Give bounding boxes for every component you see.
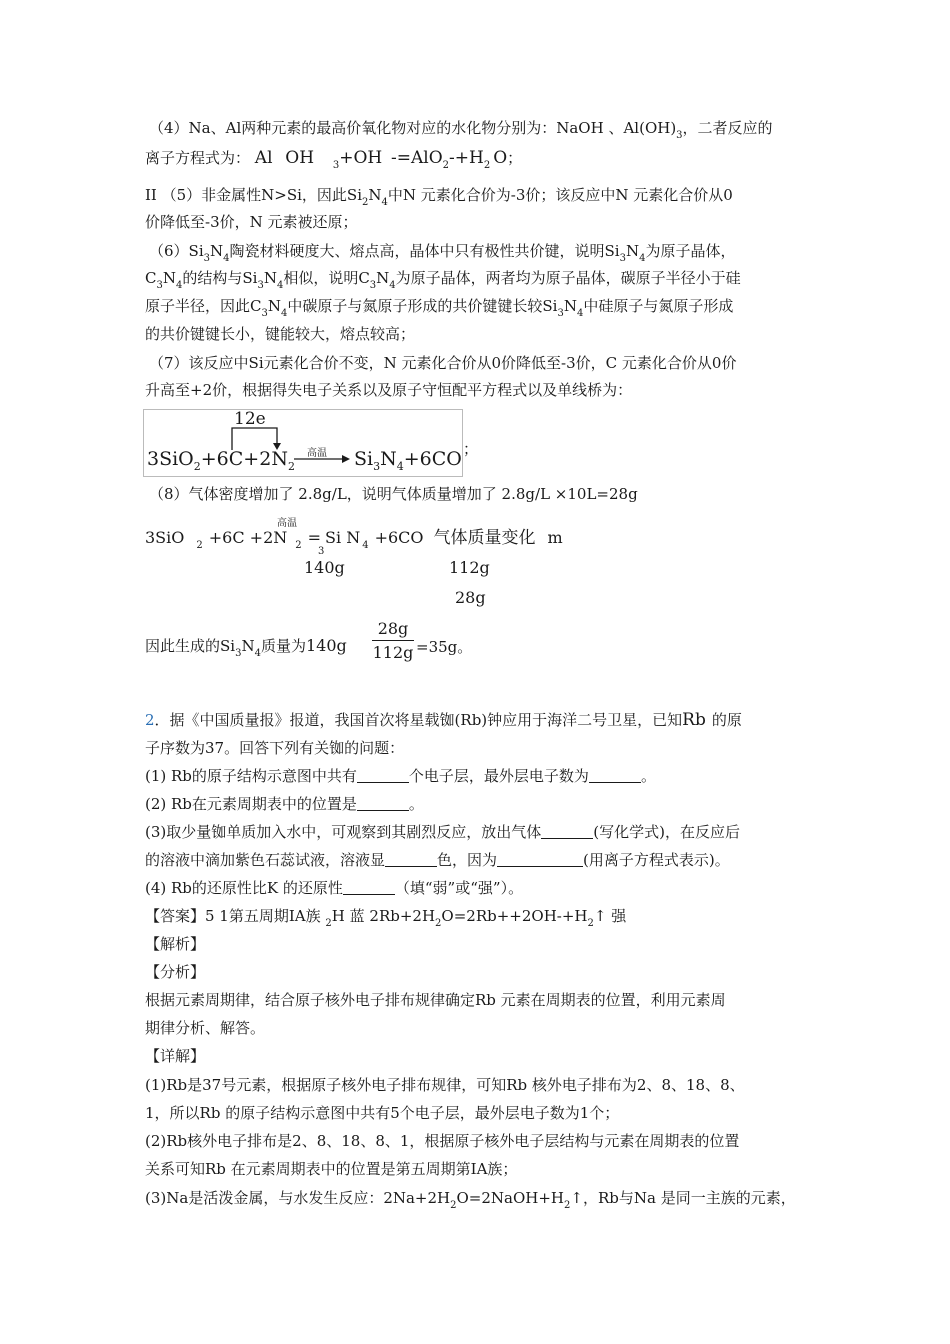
answer-blank[interactable] — [589, 768, 641, 783]
subscript: 2 — [587, 918, 594, 929]
text: N — [376, 269, 390, 287]
paragraph-7-line-2: 升高至+2价，根据得失电子关系以及原子守恒配平方程式以及单线桥为： — [145, 381, 633, 399]
text: II （5）非金属性N>Si，因此Si — [145, 186, 363, 204]
text: H — [331, 907, 345, 925]
question-2-sub-3-line-2 — [145, 850, 730, 870]
paragraph-4-line-2 — [145, 148, 522, 176]
condition-label-2: 高温 — [277, 518, 297, 529]
text: (写化学式)，在反应后 — [593, 823, 740, 841]
subscript: 3 — [332, 160, 340, 171]
text: （填“弱”或“强”）。 — [394, 879, 524, 897]
text: (3)取少量铷单质加入水中，可观察到其剧烈反应，放出气体 — [145, 823, 542, 841]
text: ↑，Rb与Na 是同一主族的元素， — [570, 1189, 796, 1207]
text: C — [145, 269, 157, 287]
answer-blank[interactable] — [497, 852, 583, 867]
equation-part: lO — [423, 148, 443, 168]
text: 原子半径，因此C — [145, 297, 262, 315]
text: ．据《中国质量报》报道，我国首次将星载铷(Rb)钟应用于海洋二号卫星，已知 — [154, 711, 683, 729]
text: ↑ 强 — [593, 907, 627, 925]
fraction-denominator: 112g — [372, 643, 414, 662]
text: +6CO — [403, 448, 462, 470]
mass-value-1: 140g — [304, 558, 345, 577]
text: N — [241, 637, 255, 655]
text: m — [547, 528, 563, 547]
text: +6CO — [374, 528, 424, 547]
conclusion-line: 因此生成的$Si_3N_4$质量为140g — [145, 636, 347, 659]
text: N — [162, 269, 176, 287]
equation-text — [147, 448, 295, 473]
detail-3-line-1 — [145, 1188, 796, 1216]
text: N — [263, 269, 277, 287]
text: 因此生成的Si — [145, 637, 236, 655]
text: 的结构与Si — [182, 269, 258, 287]
text: 3SiO — [147, 448, 194, 470]
text: (用离子方程式表示)。 — [583, 851, 730, 869]
equation-part: +OH — [339, 148, 383, 168]
equation-products — [354, 448, 462, 473]
detail-2-line-2: 关系可知Rb 在元素周期表中的位置是第五周期第ⅠA族； — [145, 1160, 518, 1178]
fraction-numerator: 28g — [377, 619, 409, 638]
text: 为原子晶体， — [645, 242, 736, 260]
detail-1-line-1: (1)Rb是37号元素，根据原子核外电子排布规律，可知Rb 核外电子排布为2、8、18、8、 — [145, 1076, 745, 1094]
paragraph-7-line-1: （7）该反应中Si元素化合价不变，N 元素化合价从0价降低至-3价，C 元素化合价从0价 — [149, 354, 737, 372]
analysis-heading: 【解析】 — [145, 935, 206, 953]
text: （6）Si — [149, 242, 204, 260]
subscript: 2 — [442, 160, 450, 171]
text: (3)Na是活泼金属，与水发生反应：2Na+2H — [145, 1189, 451, 1207]
text: 气体质量变化 — [433, 528, 536, 548]
mass-value-3: 28g — [455, 588, 486, 607]
equation-part: -=A — [391, 148, 424, 168]
text: （4）Na、Al两种元素的最高价氧化物对应的水化物分别为：NaOH 、Al(OH) — [149, 119, 677, 137]
text: N — [563, 297, 577, 315]
subscript: 2 — [295, 540, 302, 551]
semicolon: ； — [463, 440, 479, 458]
question-2-sub-2 — [145, 794, 424, 814]
text: 个电子层，最外层电子数为 — [408, 767, 589, 785]
question-number: 2 — [145, 711, 155, 729]
subscript: 2 — [325, 918, 332, 929]
text: -+H — [556, 907, 588, 925]
text: +6C+2N — [200, 448, 288, 470]
text: (4) Rb的还原性比K 的还原性 — [145, 879, 343, 897]
text: N — [380, 448, 397, 470]
subscript: 2 — [287, 460, 295, 473]
paragraph-6-line-4: 的共价键键长小，键能较大，熔点较高； — [145, 325, 416, 343]
text: 的原 — [711, 711, 742, 729]
equation-part: Al — [254, 148, 273, 168]
text: ++2OH — [496, 907, 557, 925]
text: 中碳原子与氮原子形成的共价键键长较Si — [287, 297, 558, 315]
fraction — [372, 619, 414, 662]
subscript: 3 — [676, 130, 683, 141]
text: O=2Rb — [441, 907, 497, 925]
equation-part: -+H — [449, 148, 484, 168]
text: 相似，说明C — [283, 269, 370, 287]
answer-blank[interactable] — [343, 880, 395, 895]
text: 中硅原子与氮原子形成 — [583, 297, 734, 315]
text: 质量为 — [260, 637, 306, 655]
text: 陶瓷材料硬度大、熔点高，晶体中只有极性共价键，说明Si — [229, 242, 620, 260]
text: 。 — [640, 767, 656, 785]
subscript: 2 — [564, 1200, 571, 1211]
mass-value-2: 112g — [449, 558, 490, 577]
subscript-3: 3 — [318, 546, 325, 557]
subscript: 2 — [193, 460, 201, 473]
subscript: 2 — [483, 160, 491, 171]
answer-line — [145, 906, 626, 934]
text: 140g — [305, 636, 347, 655]
text: 蓝 2Rb+2H — [344, 907, 436, 925]
text: N — [368, 186, 382, 204]
answer-blank[interactable] — [357, 768, 409, 783]
paragraph-5-line-1: II （5）非金属性N>Si，因此$Si_2N_4$中N 元素化合价为-3价；该反应中N 元素化合价从0 — [145, 186, 733, 208]
text: ，二者反应的 — [682, 119, 773, 137]
text: 3SiO — [145, 528, 185, 547]
paragraph-5-line-2: 价降低至-3价，N 元素被还原； — [145, 213, 358, 231]
subscript: 2 — [435, 918, 442, 929]
subscript: 3 — [373, 460, 381, 473]
equation-part: O — [493, 148, 508, 168]
text: 为原子晶体，两者均为原子晶体，碳原子半径小于硅 — [395, 269, 741, 287]
fenxi-heading: 【分析】 — [145, 963, 206, 981]
subscript: 4 — [396, 460, 404, 473]
text: ； — [507, 149, 523, 167]
fenxi-line-2: 期律分析、解答。 — [145, 1019, 266, 1037]
subscript: 2 — [450, 1200, 457, 1211]
paragraph-6-line-1: $(6)Si_3N_4$陶瓷材料硬度大、熔点高，晶体中只有极性共价键，说明$Si_3N_4$为原子晶体， — [149, 242, 736, 264]
answer-blank[interactable] — [357, 796, 409, 811]
text: +6C +2N — [208, 528, 288, 547]
condition-label: 高温 — [307, 448, 327, 459]
text: Rb — [682, 710, 706, 730]
question-2-line-2: 子序数为37。回答下列有关铷的问题： — [145, 739, 405, 757]
text: 离子方程式为： — [145, 149, 251, 167]
paragraph-8-line-1: （8）气体密度增加了 2.8g/L，说明气体质量增加了 2.8g/L ×10L=28g — [149, 485, 638, 503]
equation-part: OH — [285, 148, 315, 168]
text: N — [625, 242, 640, 260]
text: O=2NaOH+H — [456, 1189, 565, 1207]
subscript: 4 — [362, 540, 369, 551]
fenxi-line-1: 根据元素周期律，结合原子核外电子排布规律确定Rb 元素在周期表的位置，利用元素周 — [145, 991, 726, 1009]
paragraph-6-line-2: $C_3N_4$的结构与$Si_3N_4$相似，说明$C_3N_4$为原子晶体，两者均为原子晶体，碳原子半径小于硅 — [145, 269, 741, 291]
answer-blank[interactable] — [541, 824, 593, 839]
text: 中N 元素化合价为-3价；该反应中N 元素化合价从0 — [387, 186, 733, 204]
question-2-sub-4 — [145, 878, 523, 898]
text: N — [210, 242, 224, 260]
subscript: 2 — [362, 197, 369, 208]
detail-heading: 【详解】 — [145, 1047, 206, 1065]
question-2-sub-3-line-1 — [145, 822, 740, 842]
text: Si N — [325, 528, 361, 547]
text: N — [267, 297, 281, 315]
detail-1-line-2: 1，所以Rb 的原子结构示意图中共有5个电子层，最外层电子数为1个； — [145, 1104, 620, 1122]
electron-transfer-equation — [143, 409, 463, 477]
mass-equation — [145, 528, 563, 556]
electron-count-label: 12e — [234, 409, 266, 429]
text: (1) Rb的原子结构示意图中共有 — [145, 767, 357, 785]
detail-2-line-1: (2)Rb核外电子排布是2、8、18、8、1，根据原子核外电子层结构与元素在周期表的位置 — [145, 1132, 740, 1150]
conclusion-result: =35g。 — [416, 638, 473, 656]
text: (2) Rb在元素周期表中的位置是 — [145, 795, 357, 813]
question-2-line-1 — [145, 710, 742, 730]
paragraph-4-line-1 — [149, 118, 773, 146]
text: 色，因为 — [437, 851, 498, 869]
text: 的溶液中滴加紫色石蕊试液，溶液显 — [145, 851, 386, 869]
text: 。 — [408, 795, 424, 813]
paragraph-6-line-3: 原子半径，因此$C_3N_4$中碳原子与氮原子形成的共价键键长较$Si_3N_4$中硅原子与氮原子形成 — [145, 297, 734, 319]
subscript: 2 — [196, 540, 203, 551]
answer-blank[interactable] — [385, 852, 437, 867]
question-2-sub-1 — [145, 766, 656, 786]
text: = — [307, 528, 322, 547]
text: 【答案】5 1第五周期ⅠA族 — [145, 907, 326, 925]
text: Si — [354, 448, 374, 470]
